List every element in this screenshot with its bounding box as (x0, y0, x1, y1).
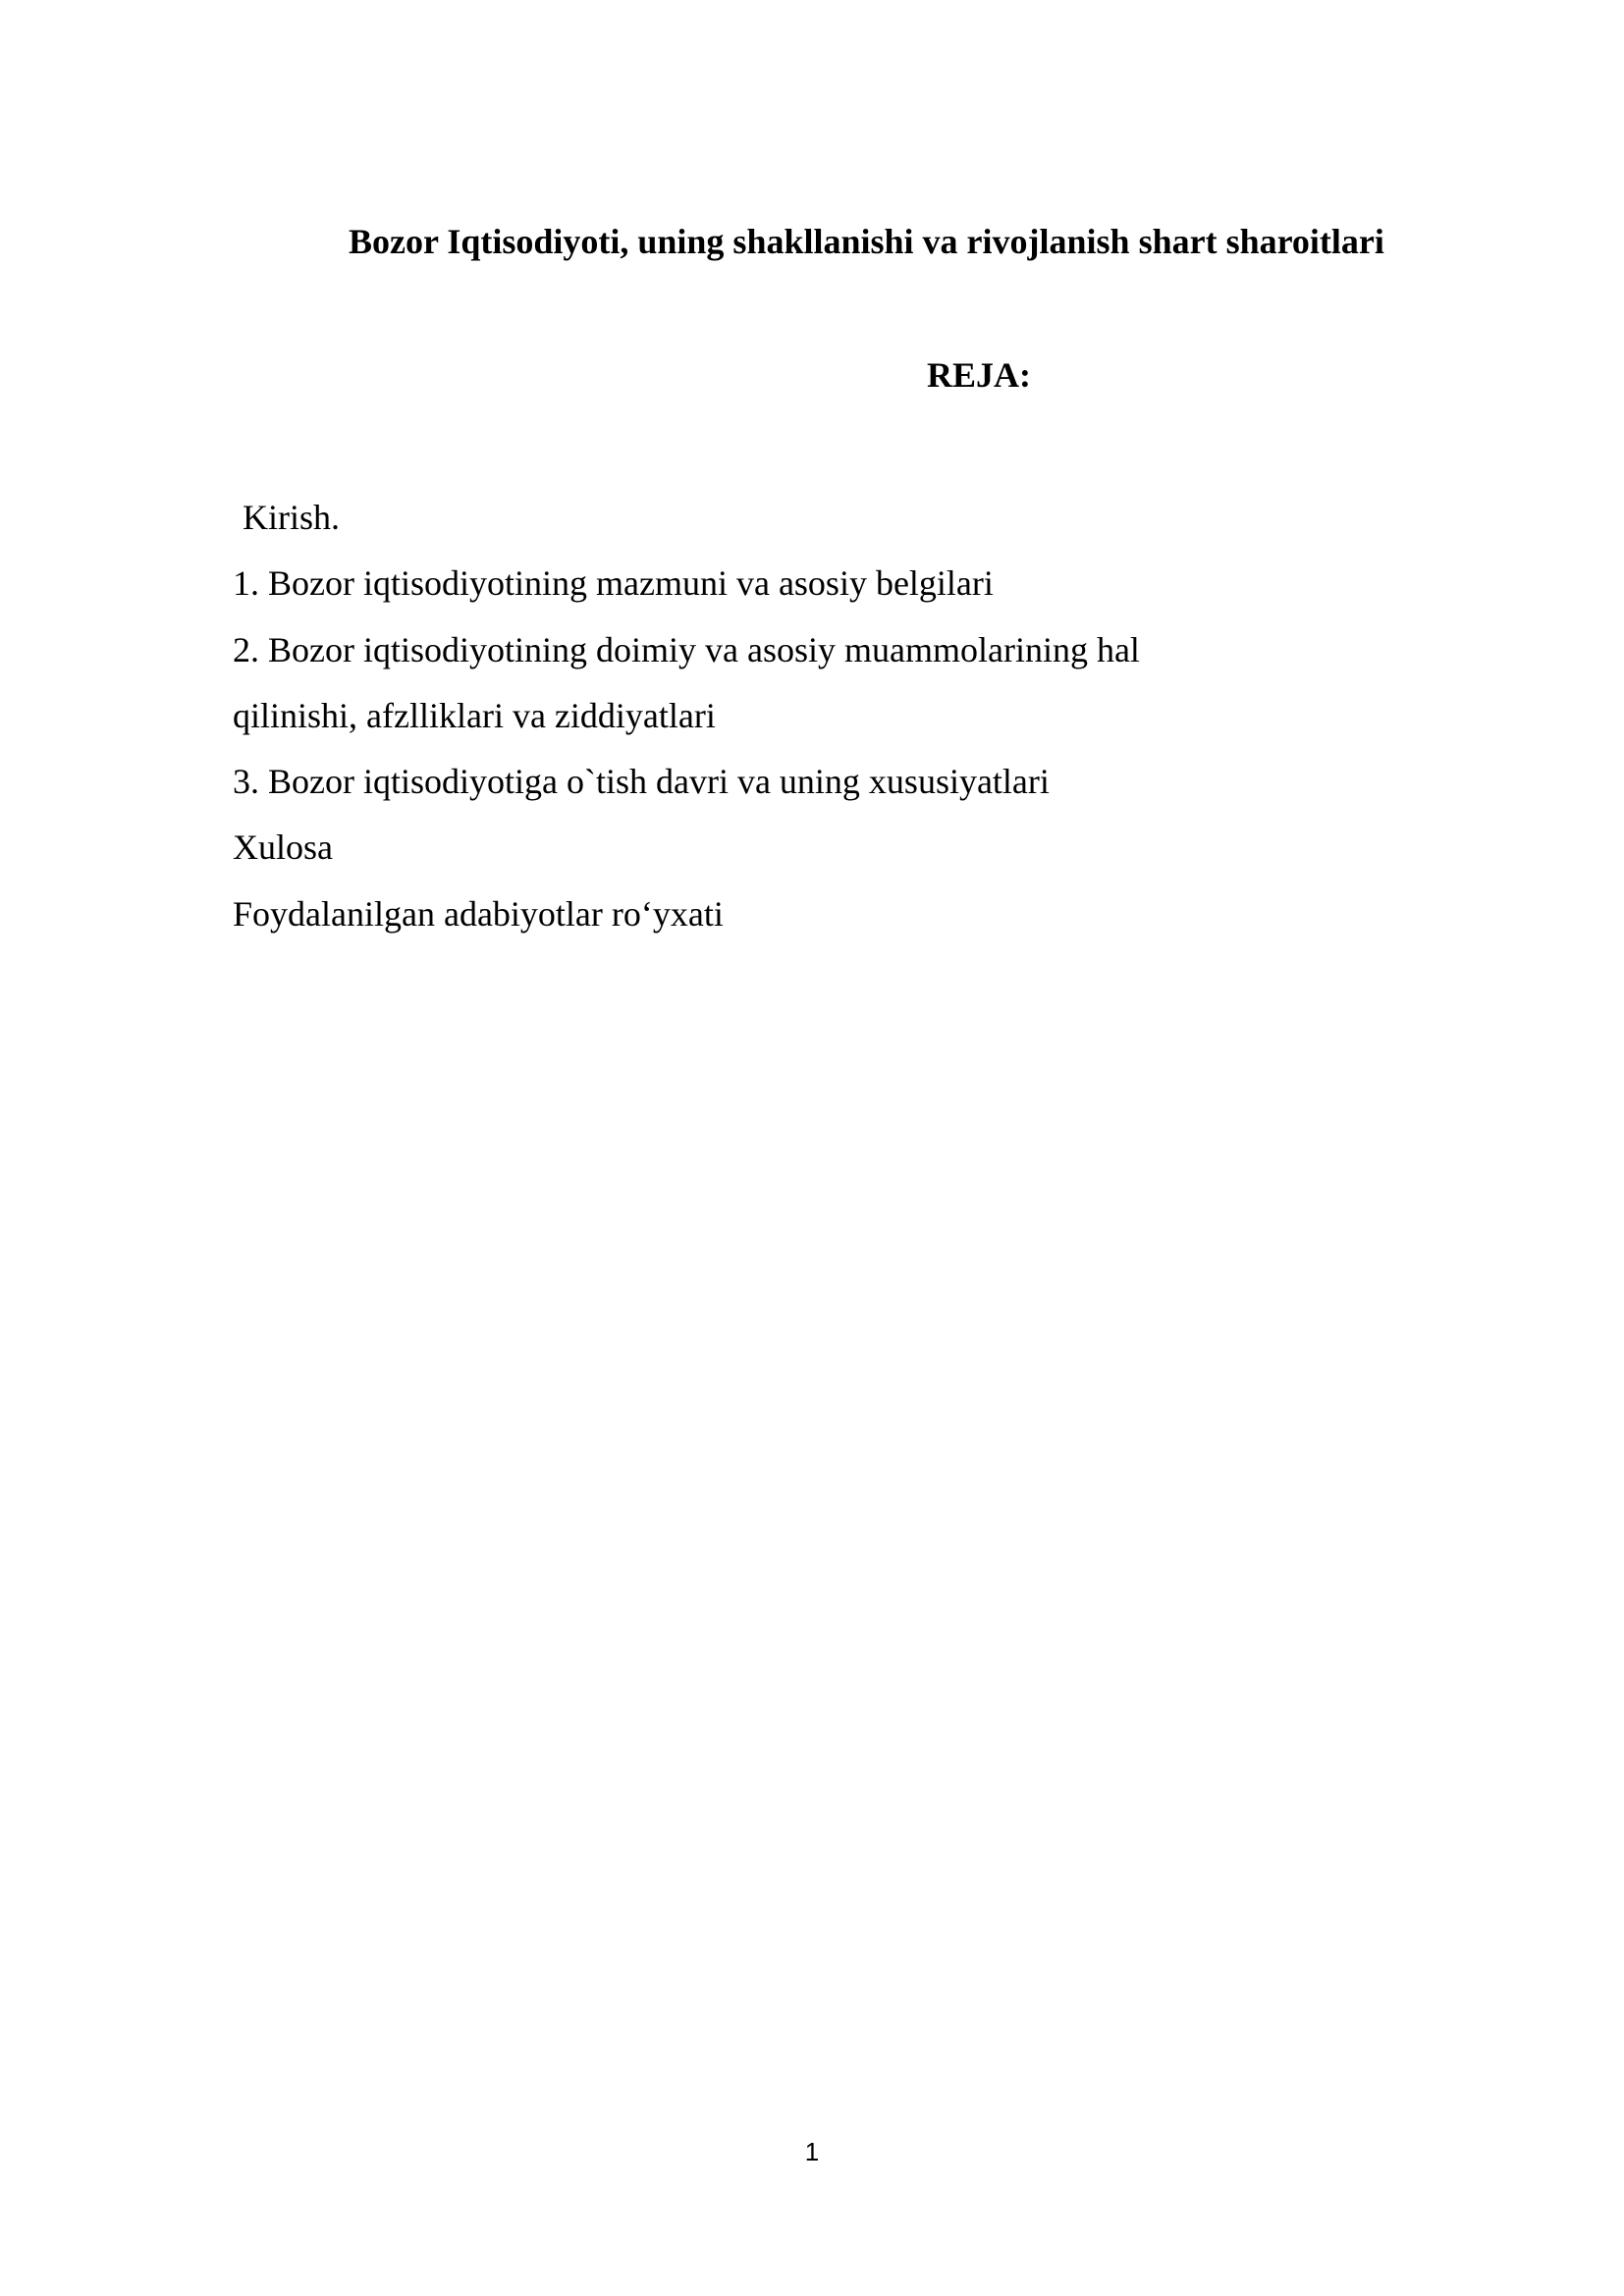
page-number: 1 (804, 2137, 820, 2166)
plan-item-3: 3. Bozor iqtisodiyotiga o`tish davri va uning xususiyatlari (233, 762, 1050, 802)
plan-item-1: 1. Bozor iqtisodiyotining mazmuni va asosiy belgilari (233, 563, 994, 604)
plan-item-2: 2. Bozor iqtisodiyotining doimiy va asosiy muammolarining hal (233, 629, 1140, 669)
plan-item-2-continued: qilinishi, afzlliklari va ziddiyatlari (233, 695, 716, 735)
plan-list (233, 485, 1140, 947)
plan-heading: REJA: (927, 355, 1031, 395)
document-title: Bozor Iqtisodiyoti, uning shakllanishi va rivojlanish shart sharoitlari (349, 222, 1384, 261)
plan-item-references: Foydalanilgan adabiyotlar ro‘yxati (233, 893, 724, 934)
plan-item-conclusion: Xulosa (233, 828, 333, 868)
plan-item-introduction: Kirish. (243, 498, 340, 537)
